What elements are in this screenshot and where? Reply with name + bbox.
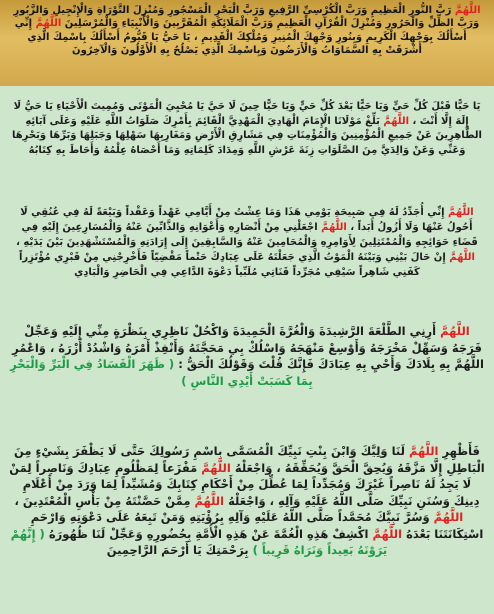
allahumma-highlight: اللَّهُمَّ <box>372 526 403 541</box>
paragraph-text: اجْعَلْنِي مِنْ أَنْصَارِهِ وَأَعْوَانِهِ وَالذَّابِّينَ عَنْهُ وَالْمُسَارِعِينَ إِلَيْهِ فِي قَضَاءِ حَوَائِجِهِ وَالْمُمْتَثِلِينَ لِأَوَامِرِهِ وَالْمُحَامِينَ عَنْهُ وَالسَّابِقِينَ إِلَى إِرَادَتِهِ وَالْمُسْتَشْهَدِينَ بَيْنَ يَدَيْهِ ، <box>16 222 478 248</box>
paragraph-5 <box>8 443 486 559</box>
quran-verse: ( ظَهَرَ الْفَسَادُ فِي الْبَرِّ وَالْبَحْرِ بِمَا كَسَبَتْ أَيْدِي النَّاسِ ) <box>10 357 313 388</box>
paragraph-3 <box>8 205 486 280</box>
paragraph-2 <box>8 100 486 158</box>
allahumma-highlight: اللَّهُمَّ <box>35 18 62 30</box>
paragraph-text: فَأَظْهِرِ <box>442 444 480 458</box>
allahumma-highlight: اللَّهُمَّ <box>440 324 470 338</box>
paragraph-text: مِمَّنْ حَصَّنْتَهُ مِنْ بَأْسِ الْمُعْتَدِينَ ، <box>14 493 191 508</box>
paragraph-text: إِنْ حَالَ بَيْنِي وَبَيْنَهُ الْمَوْتُ الَّذِي جَعَلْتَهُ عَلَى عِبَادِكَ حَتْماً مَقْضِيّاً فَأَخْرِجْنِي مِنْ قَبْرِي مُؤْتَزِراً كَفَنِي شَاهِراً سَيْفِي مُجَرِّداً قَنَاتِي مُلَبِّياً دَعْوَةَ الدَّاعِي فِي الْحَاضِرِ وَالْبَادِي <box>19 252 446 278</box>
allahumma-highlight: اللَّهُمَّ <box>408 444 439 458</box>
paragraph-text: بَلِّغْ مَوْلَانَا الْإِمَامَ الْهَادِيَ الْمَهْدِيَّ الْقَائِمَ بِأَمْرِكَ صَلَوَاتُ اللَّهِ عَلَيْهِ وَعَلَى آبَائِهِ الطَّاهِرِينَ عَنْ جَمِيعِ الْمُؤْمِنِينَ وَالْمُؤْمِنَاتِ فِي مَشَارِقِ الْأَرْضِ وَمَغَارِبِهَا سَهْلِهَا وَجَبَلِهَا وَبَرِّهَا وَبَحْرِهَا وَعَنِّي وَعَنْ وَالِدَيَّ مِنَ الصَّلَوَاتِ زِنَةَ عَرْشِ اللَّهِ وَمِدَادَ كَلِمَاتِهِ وَمَا أَحْصَاهُ عِلْمُهُ وَأَحَاطَ بِهِ كِتَابُهُ <box>11 115 482 156</box>
allahumma-highlight: اللَّهُمَّ <box>448 207 474 218</box>
paragraph-text: وَسُرَّ نَبِيَّكَ مُحَمَّداً صَلَّى اللَّهُ عَلَيْهِ وَآلِهِ بِرُؤْيَتِهِ وَمَنْ تَبِعَهُ عَلَى دَعْوَتِهِ وَارْحَمِ اسْتِكَانَتَنَا بَعْدَهُ <box>30 510 484 541</box>
paragraph-4 <box>8 323 486 389</box>
allahumma-highlight: اللَّهُمَّ <box>321 222 347 233</box>
paragraph-text: اكْشِفْ هَذِهِ الْغُمَّةَ عَنْ هَذِهِ الْأُمَّةِ بِحُضُورِهِ وَعَجِّلْ لَنَا ظُهُورَهُ <box>48 526 369 541</box>
allahumma-highlight: اللَّهُمَّ <box>383 115 410 127</box>
paragraph-text: إِنِّي أَسْأَلُكَ بِوَجْهِكَ الْكَرِيمِ وَبِنُورِ وَجْهِكَ الْمُنِيرِ وَمُلْكِكَ الْقَدِيمِ ، يَا حَيُّ يَا قَيُّومُ أَسْأَلُكَ بِاسْمِكَ الَّذِي أَشْرَقَتْ بِهِ السَّمَاوَاتُ وَالْأَرَضُونَ وَبِاسْمِكَ الَّذِي يَصْلُحُ بِهِ الْأَوَّلُونَ وَالْآخِرُونَ <box>14 18 467 56</box>
paragraph-1 <box>8 4 486 57</box>
paragraph-text: مَفْزَعاً لِمَظْلُومِ عِبَادِكَ وَنَاصِراً لِمَنْ لَا يَجِدُ لَهُ نَاصِراً غَيْرَكَ وَمُجَدِّداً لِمَا عُطِّلَ مِنْ أَحْكَامِ كِتَابِكَ وَمُشَيِّداً لِمَا وَرَدَ مِنْ أَعْلَامِ دِينِكَ وَسُنَنِ نَبِيِّكَ صَلَّى اللَّهُ عَلَيْهِ وَآلِهِ ، وَاجْعَلْهُ <box>9 460 480 508</box>
paragraph-text: إِنِّي أُجَدِّدُ لَهُ فِي صَبِيحَةِ يَوْمِي هَذَا وَمَا عِشْتُ مِنْ أَيَّامِي عَهْداً وَعَقْداً وَبَيْعَةً لَهُ فِي عُنُقِي لَا أَحُولُ عَنْهَا وَلَا أَزُولُ أَبَداً ، <box>20 207 473 233</box>
allahumma-highlight: اللَّهُمَّ <box>194 493 225 508</box>
allahumma-highlight: اللَّهُمَّ <box>433 510 464 524</box>
allahumma-highlight: اللَّهُمَّ <box>454 5 481 16</box>
paragraph-text: يَا حَيًّا قَبْلَ كُلِّ حَيٍّ وَيَا حَيًّا بَعْدَ كُلِّ حَيٍّ وَيَا حَيًّا حِينَ لَا حَيَّ يَا مُحْيِيَ الْمَوْتَى وَمُمِيتَ الْأَحْيَاءِ يَا حَيُّ لَا إِلَهَ إِلَّا أَنْتَ ، <box>13 101 481 127</box>
paragraph-text: أَرِنِي الطَّلْعَةَ الرَّشِيدَةَ وَالْغُرَّةَ الْحَمِيدَةَ وَاكْحُلْ نَاظِرِي بِنَظْرَةٍ مِنِّي إِلَيْهِ وَعَجِّلْ فَرَجَهُ وَسَهِّلْ مَخْرَجَهُ وَأَوْسِعْ مَنْهَجَهُ وَاسْلُكْ بِي مَحَجَّتَهُ وَأَنْفِذْ أَمْرَهُ وَاشْدُدْ أَزْرَهُ ، وَاعْمُرِ اللَّهُمَّ بِهِ بِلَادَكَ وَأَحْيِ بِهِ عِبَادَكَ فَإِنَّكَ قُلْتَ وَقَوْلُكَ الْحَقُّ : <box>12 324 484 371</box>
paragraph-text: لَنَا وَلِيَّكَ وَابْنَ بِنْتِ نَبِيِّكَ الْمُسَمَّى بِاسْمِ رَسُولِكَ حَتَّى لَا يَظْفَرَ بِشَيْءٍ مِنَ الْبَاطِلِ إِلَّا مَزَّقَهُ وَيُحِقَّ الْحَقَّ وَيُحَقِّقَهُ ، وَاجْعَلْهُ <box>14 444 485 475</box>
quran-verse: ( إِنَّهُمْ يَرَوْنَهُ بَعِيداً وَنَرَاهُ قَرِيباً ) <box>10 526 388 557</box>
paragraph-text: رَبَّ النُّورِ الْعَظِيمِ وَرَبَّ الْكُرْسِيِّ الرَّفِيعِ وَرَبَّ الْبَحْرِ الْمَسْجُورِ وَمُنْزِلَ التَّوْرَاةِ وَالْإِنْجِيلِ وَالزَّبُورِ وَرَبَّ الظِّلِّ وَالْحَرُورِ وَمُنْزِلَ الْقُرْآنِ الْعَظِيمِ وَرَبَّ الْمَلَائِكَةِ الْمُقَرَّبِينَ وَالْأَنْبِيَاءِ وَالْمُرْسَلِينَ <box>13 5 480 30</box>
paragraph-text: بِرَحْمَتِكَ يَا أَرْحَمَ الرَّاحِمِينَ <box>106 543 249 557</box>
allahumma-highlight: اللَّهُمَّ <box>201 460 231 475</box>
allahumma-highlight: اللَّهُمَّ <box>449 252 475 263</box>
